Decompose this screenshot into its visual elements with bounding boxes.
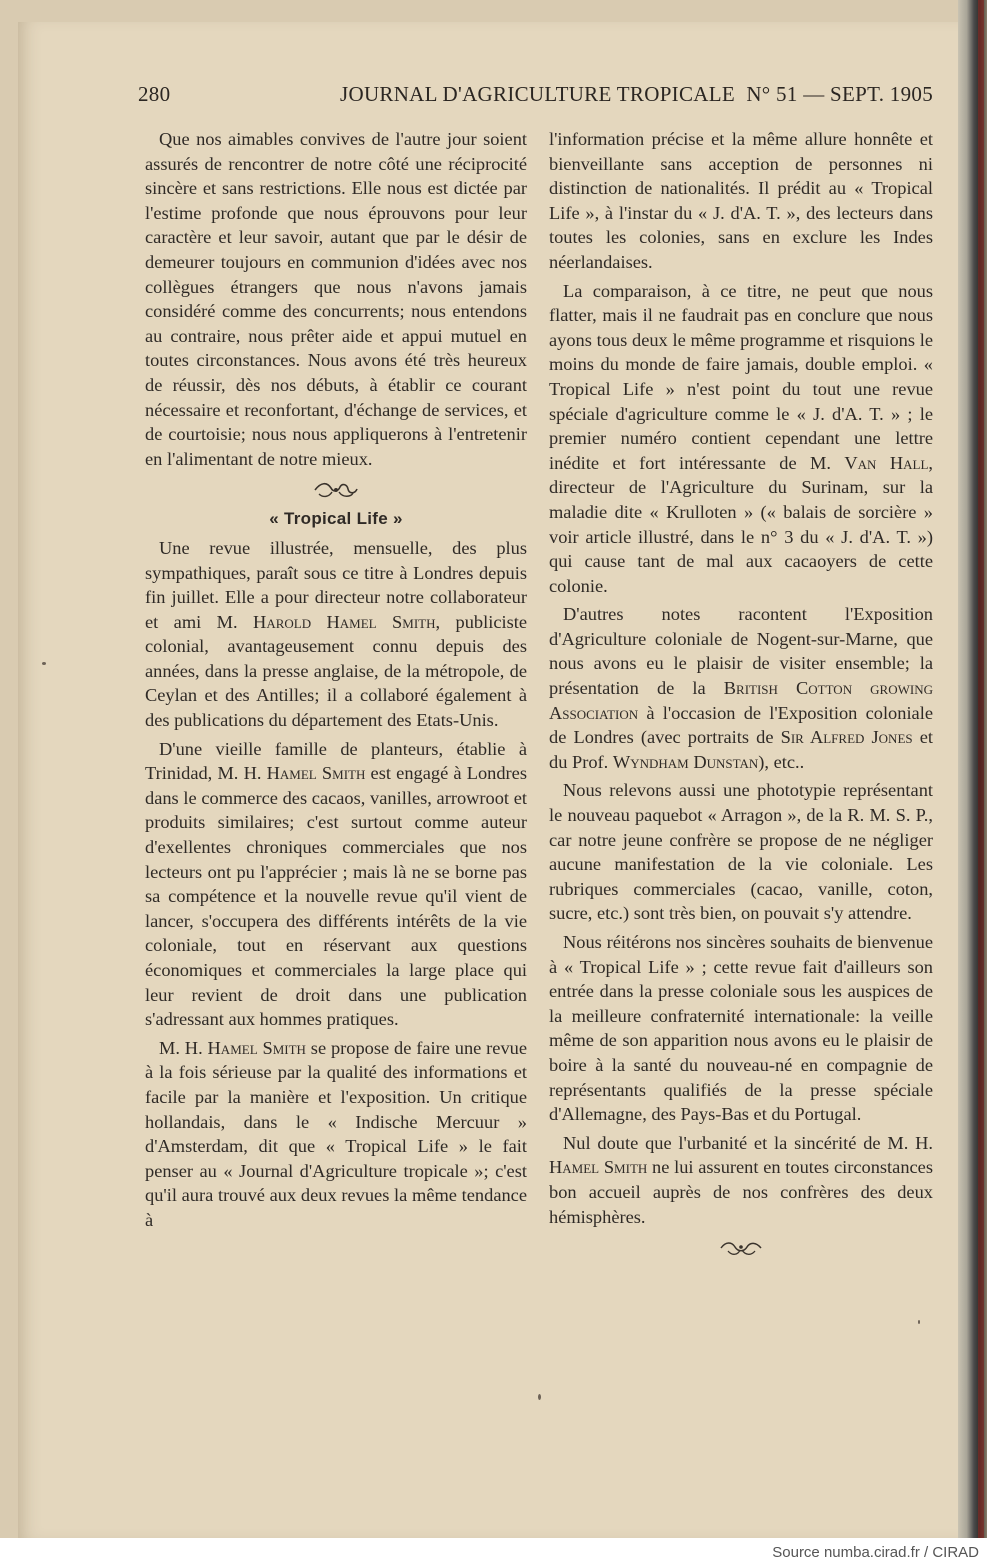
person-name: Hamel Smith: [549, 1157, 648, 1178]
paragraph: [145, 1036, 527, 1233]
text-run: D'autres notes racontent l'Exposition d'Agriculture coloniale de Nogent-sur-Marne, que nous avons eu le plaisir de visiter ensemble; la présentation de la: [549, 604, 933, 699]
text-run: et du Prof.: [549, 727, 934, 772]
text-run: , publiciste colonial, avantageusement connu depuis des années, dans la presse anglaise, de la métropole, de Ceylan et des Antilles; il a collaboré également à des publications du département des Etats-Unis.: [145, 611, 528, 731]
left-column: [145, 127, 527, 1233]
text-run: est engagé à Londres dans le commerce des cacaos, vanilles, arrowroot et produits similaires; c'est surtout comme auteur d'exellentes chroniques commerciales que nos lecteurs ont pu l'apprécier ; mais là ne se borne pas sa compétence et la nouvelle revue qu'il vient de lancer, s'occupera des différents intérêts de la vie coloniale, tout en réservant aux questions économiques et commerciales la large place qui leur revient de droit dans une publication s'adressant aux hommes pratiques.: [145, 763, 527, 1030]
paragraph: [549, 602, 933, 774]
fleuron-ornament-icon: [145, 475, 527, 505]
paragraph: [549, 279, 933, 599]
section-title: « Tropical Life »: [269, 509, 403, 529]
page-number: 280: [138, 82, 171, 106]
text-run: ), etc..: [758, 751, 805, 772]
person-name: Hamel Smith: [207, 1037, 306, 1058]
right-column: [549, 127, 933, 1265]
paragraph: [145, 536, 527, 733]
paragraph: Nous réitérons nos sincères souhaits de bienvenue à « Tropical Life » ; cette revue fait d'ailleurs son entrée dans la presse coloniale sous les auspices de la meilleure confraternité internationale: la veille même de son apparition nous avons eu le plaisir de boire à la santé du nouveau-né en compagnie de représentants qualifiés de la presse spéciale d'Allemagne, des Pays-Bas et du Portugal.: [549, 932, 933, 1125]
paragraph: [549, 1131, 933, 1229]
text-run: La comparaison, à ce titre, ne peut que nous flatter, mais il ne faudrait pas en conclure que nous ayons tous deux le même programme et risquions le moins du monde de faire jamais, double emploi. « Tropical Life » n'est point du tout une revue spéciale d'agriculture comme le « J. d'A. T. » ; le premier numéro contient cependant une lettre inédite et fort intéressante de M.: [549, 280, 933, 473]
person-name: Sir Alfred Jones: [780, 727, 913, 748]
binding-edge: [978, 0, 984, 1538]
issue-info: N° 51 — SEPT. 1905: [746, 82, 933, 106]
paragraph: l'information précise et la même allure honnête et bienveillante sans acception de personnes ni distinction de nationalités. Il prédit au « Tropical Life », à l'instar du « J. d'A. T. », des lecteurs dans toutes les colonies, sans en exclure les Indes néerlandaises.: [549, 129, 933, 272]
person-name: Hamel Smith: [266, 763, 366, 784]
running-header: [138, 82, 933, 112]
journal-title: JOURNAL D'AGRICULTURE TROPICALE: [340, 82, 735, 106]
ink-speck: [42, 662, 46, 665]
text-run: à l'occasion de l'Exposition coloniale de Londres (avec portraits de: [549, 702, 933, 748]
person-name: Wyndham Dunstan: [612, 751, 759, 772]
person-name: Van Hall: [844, 452, 929, 473]
text-run: Nul doute que l'urbanité et la sincérité de M. H.: [563, 1132, 933, 1153]
person-name: Harold Hamel Smith: [253, 611, 436, 632]
text-run: se propose de faire une revue à la fois sérieuse par la qualité des informations et facile par la manière et l'exposition. Un critique hollandais, dans le « Indische Mercuur » d'Amsterdam, dit que « Tropical Life » le fait penser au « Journal d'Agriculture tropicale »; c'est qu'il aura trouvé aux deux revues la même tendance à: [145, 1037, 527, 1230]
intro-paragraph: Que nos aimables convives de l'autre jour soient assurés de rencontrer de notre côté une réciprocité sincère et sans restrictions. Elle nous est dictée par l'estime profonde que nous éprouvons pour leur caractère et leur savoir, autant que par le désir de demeurer toujours en communion d'idées avec nos collègues étrangers que nous n'avons jamais considéré comme des concurrents; nous entendons au contraire, nous prêter aide et appui mutuel en toutes circonstances. Nous avons été très heureux de réussir, dès nos débuts, à établir ce courant nécessaire et reconfortant, d'échange de services, et de courtoisie; nous nous appliquerons à l'entretenir en l'alimentant de notre mieux.: [145, 129, 527, 469]
ink-speck: [918, 1320, 920, 1324]
organization-name: British Cotton growing Association: [549, 678, 933, 723]
paragraph: [145, 737, 527, 1032]
ink-speck: [538, 1394, 541, 1400]
text-run: , directeur de l'Agriculture du Surinam, sur la maladie dite « Krulloten » (« balais de sorcière » voir article illustré, dans le n° 3 du « J. d'A. T. ») qui cause tant de mal aux cacaoyers de cette colonie.: [549, 452, 933, 596]
text-run: M. H.: [159, 1037, 208, 1058]
source-credit: Source numba.cirad.fr / CIRAD: [772, 1544, 979, 1561]
paragraph: Nous relevons aussi une phototypie représentant le nouveau paquebot « Arragon », de la R. M. S. P., car notre jeune confrère se propose de ne négliger aucune manifestation de la vie coloniale. Les rubriques commerciales (cacao, vanille, coton, sucre, etc.) sont très bien, on pouvait s'y attendre.: [549, 780, 933, 924]
text-run: D'une vieille famille de planteurs, établie à Trinidad, M. H.: [145, 738, 527, 784]
text-run: Une revue illustrée, mensuelle, des plus sympathiques, paraît sous ce titre à Londres depuis fin juillet. Elle a pour directeur notre collaborateur et ami M.: [145, 537, 527, 632]
tailpiece-ornament-icon: [549, 1233, 933, 1263]
text-run: ne lui assurent en toutes circonstances bon accueil auprès de nos confrères des deux hémisphères.: [549, 1157, 933, 1227]
